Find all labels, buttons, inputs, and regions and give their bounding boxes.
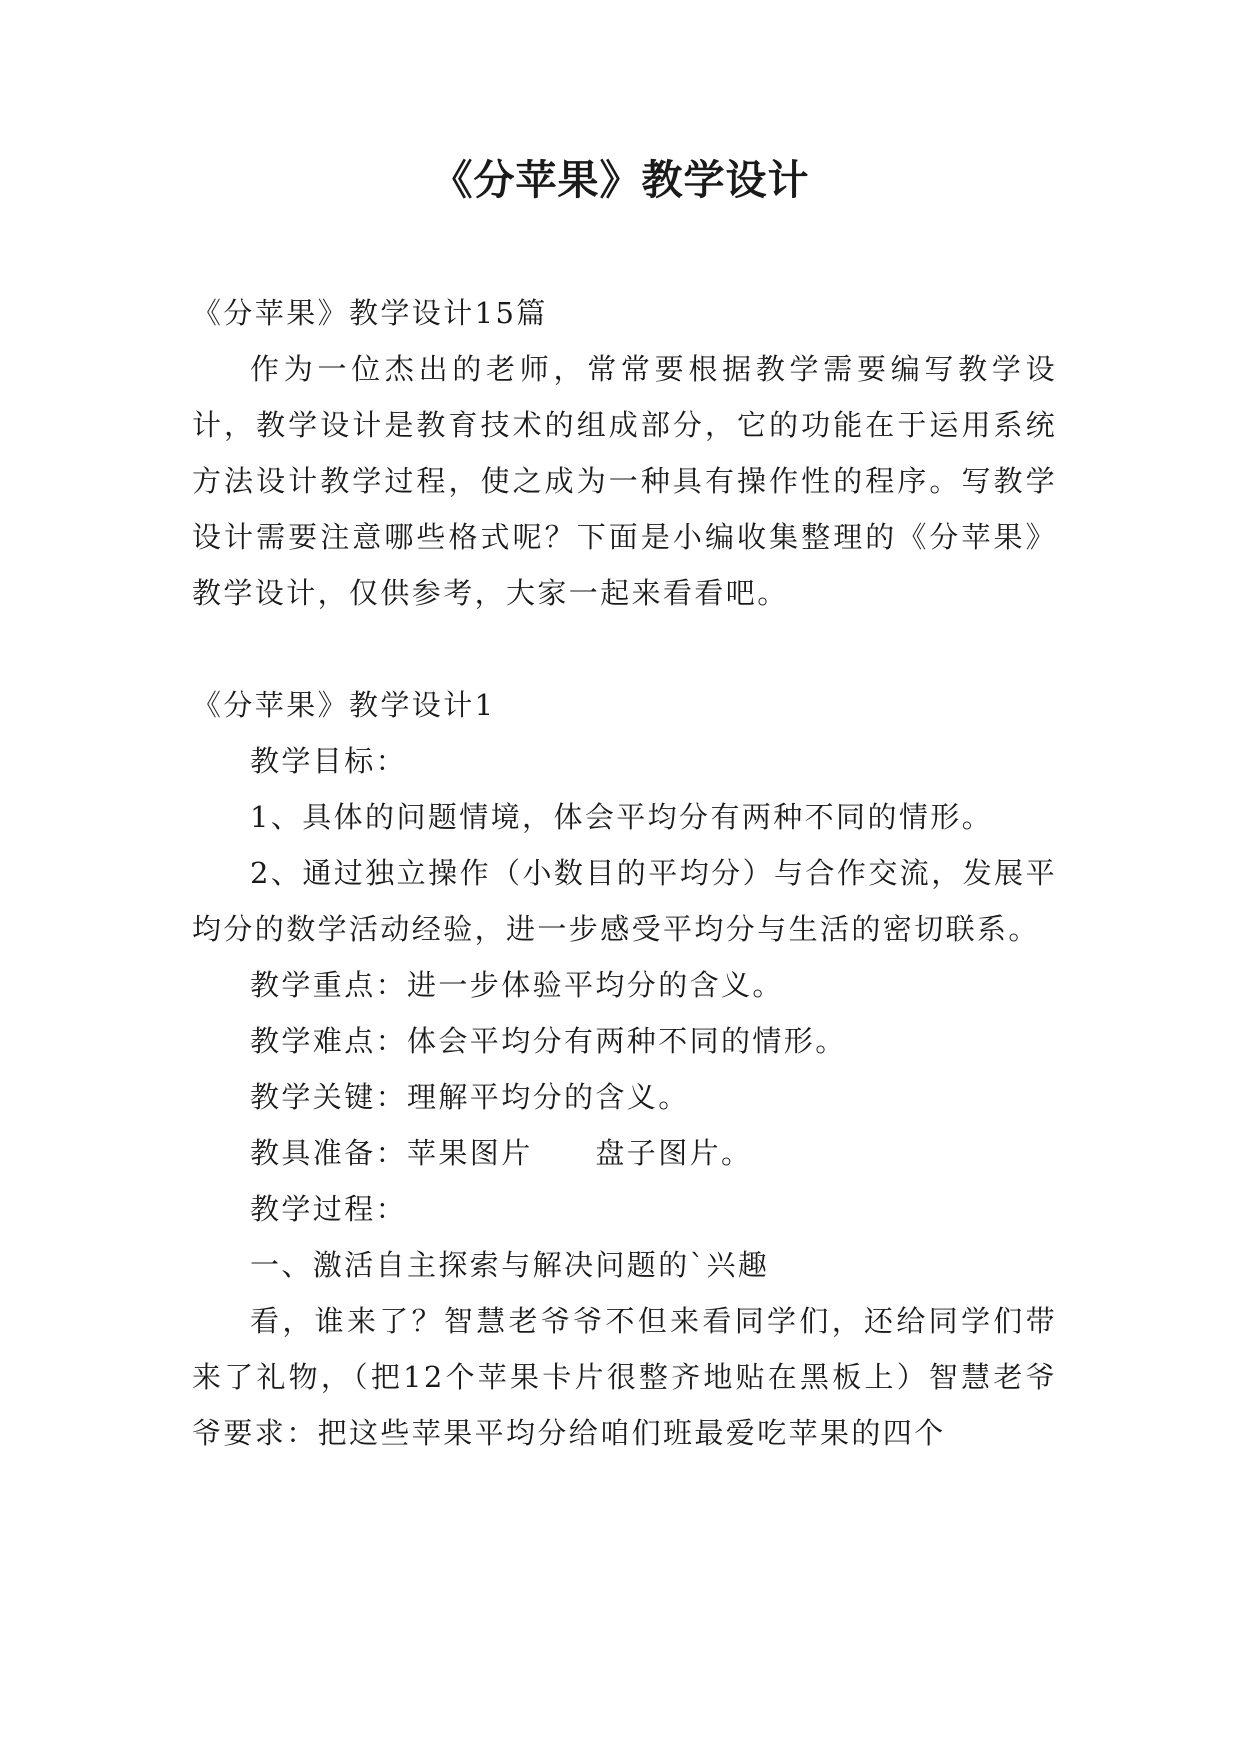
intro-paragraph: 作为一位杰出的老师，常常要根据教学需要编写教学设计，教学设计是教育技术的组成部分，它的功能在于运用系统方法设计教学过程，使之成为一种具有操作性的程序。写教学设计需要注意哪些格式呢？下面是小编收集整理的《分苹果》教学设计，仅供参考，大家一起来看看吧。 (192, 352, 1057, 610)
document-title: 《分苹果》教学设计 (431, 156, 810, 204)
teaching-difficulty: 教学难点：体会平均分有两种不同的情形。 (250, 1024, 847, 1058)
objective-item-1: 1、具体的问题情境，体会平均分有两种不同的情形。 (250, 800, 994, 834)
subtitle-paragraph: 《分苹果》教学设计15篇 (192, 296, 548, 330)
teaching-focus: 教学重点：进一步体验平均分的含义。 (250, 968, 784, 1002)
teaching-aids: 教具准备：苹果图片 盘子图片。 (250, 1136, 753, 1170)
process-heading: 教学过程： (250, 1192, 408, 1226)
objective-item-2: 2、通过独立操作（小数目的平均分）与合作交流，发展平均分的数学活动经验，进一步感受平均分与生活的密切联系。 (192, 856, 1057, 946)
section-heading: 《分苹果》教学设计1 (192, 688, 496, 722)
process-step-1-paragraph: 看，谁来了？智慧老爷爷不但来看同学们，还给同学们带来了礼物，（把12个苹果卡片很整齐地贴在黑板上）智慧老爷爷要求：把这些苹果平均分给咱们班最爱吃苹果的四个 (192, 1304, 1057, 1450)
process-step-1-heading: 一、激活自主探索与解决问题的`兴趣 (250, 1248, 770, 1282)
objectives-heading: 教学目标： (250, 744, 408, 778)
document-body (192, 285, 1057, 1461)
teaching-key: 教学关键：理解平均分的含义。 (250, 1080, 690, 1114)
